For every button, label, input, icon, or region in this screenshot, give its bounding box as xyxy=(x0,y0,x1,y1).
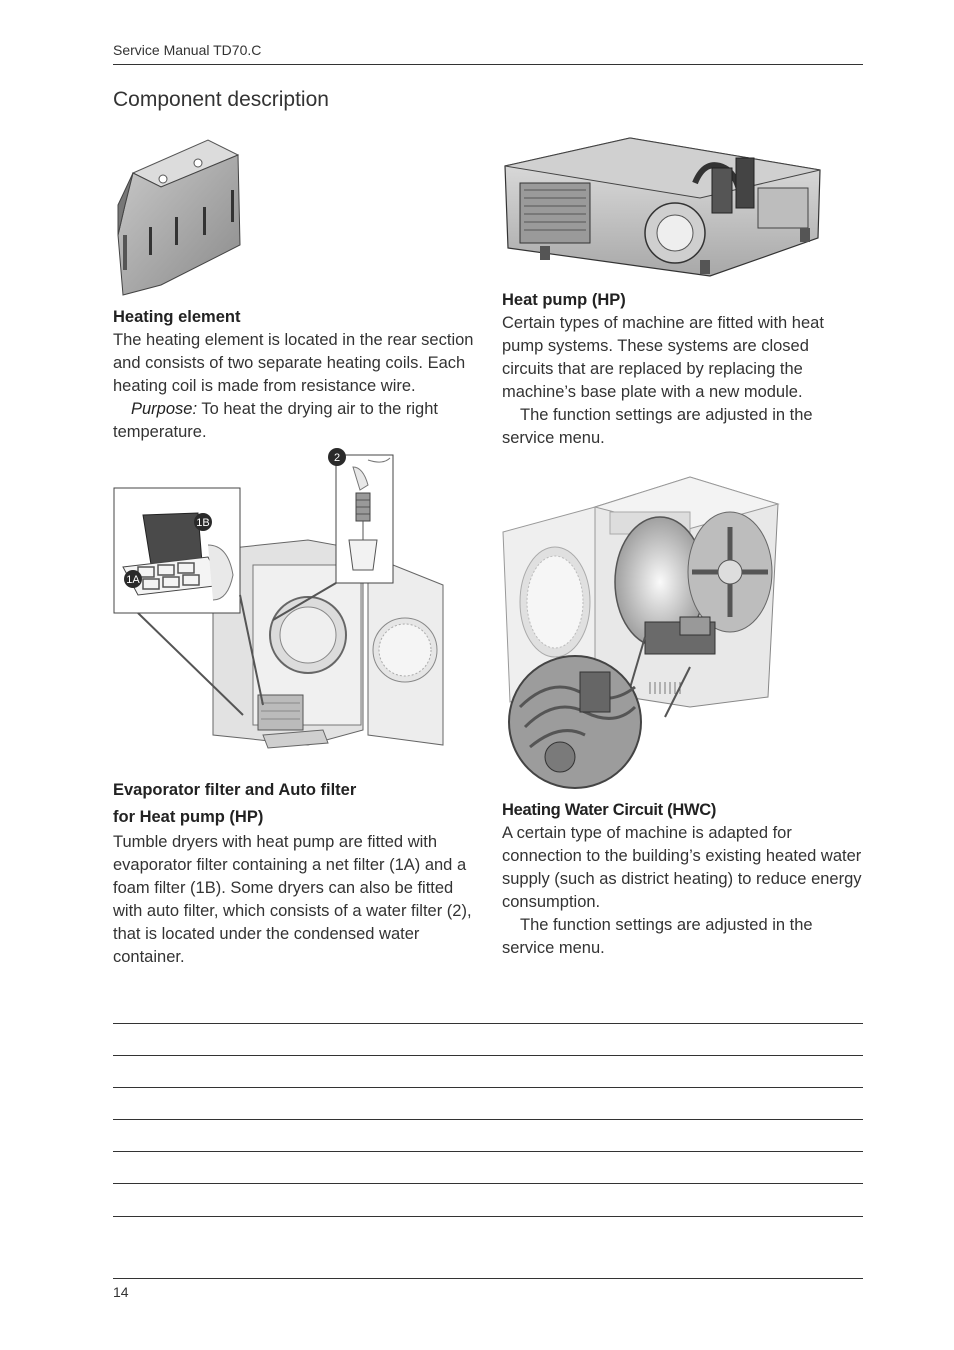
heating-element-figure xyxy=(113,135,243,300)
notes-line xyxy=(113,1119,863,1120)
purpose-label: Purpose: xyxy=(131,400,198,418)
evaporator-filter-body: Tumble dryers with heat pump are fitted with evaporator filter containing a net filter (1A) and a foam filter (1B). Some dryers can also be fitted with auto filter, which consists of a water filter (2), that is located under the condensed water container. xyxy=(113,833,472,966)
header-rule xyxy=(113,64,863,65)
running-header: Service Manual TD70.C xyxy=(113,42,262,58)
callout-1a: 1A xyxy=(126,574,140,586)
heating-element-body: The heating element is located in the rear section and consists of two separate heating coils. Each heating coil is made from resistance wire. xyxy=(113,331,474,395)
heating-element-purpose xyxy=(113,398,483,444)
heat-pump-figure xyxy=(500,128,830,283)
hwc-title: Heating Water Circuit (HWC) xyxy=(502,801,717,819)
evaporator-filter-section xyxy=(113,777,483,969)
notes-line xyxy=(113,1087,863,1088)
heating-element-section xyxy=(113,306,483,444)
notes-line xyxy=(113,1183,863,1184)
heat-pump-note: The function settings are adjusted in the service menu. xyxy=(502,406,813,447)
notes-line xyxy=(113,1055,863,1056)
purpose-text: To heat the drying air to the right temperature. xyxy=(113,400,438,441)
hwc-body: A certain type of machine is adapted for connection to the building’s existing heated water supply (such as district heating) to reduce energy consumption. xyxy=(502,824,862,911)
evaporator-filter-figure xyxy=(113,445,468,770)
notes-line xyxy=(113,1216,863,1217)
callout-1b: 1B xyxy=(196,517,210,529)
hwc-figure xyxy=(500,472,785,794)
heating-element-title: Heating element xyxy=(113,308,241,326)
evaporator-filter-title-2: for Heat pump (HP) xyxy=(113,808,264,826)
hwc-note: The function settings are adjusted in the service menu. xyxy=(502,916,813,957)
page-title: Component description xyxy=(113,88,329,111)
evaporator-filter-title-1: Evaporator filter and Auto filter xyxy=(113,781,357,799)
heat-pump-section xyxy=(502,289,862,450)
callout-2: 2 xyxy=(333,452,341,464)
heat-pump-body: Certain types of machine are fitted with heat pump systems. These systems are closed circuits that are replaced by replacing the machine’s base plate with a new module. xyxy=(502,314,824,401)
hwc-section xyxy=(502,799,862,960)
notes-line xyxy=(113,1151,863,1152)
page-number: 14 xyxy=(113,1284,129,1300)
footer-rule xyxy=(113,1278,863,1279)
heat-pump-title: Heat pump (HP) xyxy=(502,291,626,309)
notes-line xyxy=(113,1023,863,1024)
